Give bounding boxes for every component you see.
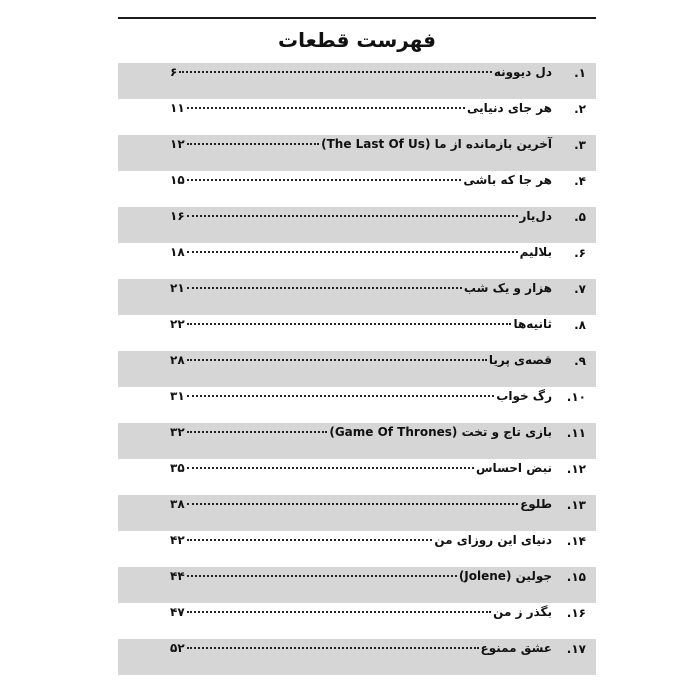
toc-entry[interactable] [118,315,596,351]
entry-page: ۳۸ [170,497,185,511]
dot-leader [187,179,462,181]
dot-leader [187,539,433,541]
toc-entry[interactable] [118,495,596,531]
entry-number: ۱۴. [566,534,586,548]
dot-leader [187,215,518,217]
entry-title: بازی تاج و تخت (Game Of Thrones) [329,425,552,439]
entry-page: ۶ [170,65,178,79]
entry-title: هر جا که باشی [463,173,552,187]
entry-number: ۴. [574,174,586,188]
entry-page: ۱۲ [170,137,185,151]
entry-page: ۲۲ [170,317,185,331]
toc-entry[interactable] [118,99,596,135]
toc-entry[interactable] [118,207,596,243]
toc-entry[interactable] [118,531,596,567]
entry-number: ۳. [574,138,586,152]
toc-entry[interactable] [118,279,596,315]
entry-number: ۱۷. [566,642,586,656]
entry-page: ۴۷ [170,605,185,619]
entry-page: ۳۱ [170,389,185,403]
dot-leader [187,287,462,289]
page-title: فهرست قطعات [277,28,437,52]
toc-entry[interactable] [118,603,596,639]
top-rule [118,17,596,19]
entry-number: ۱۶. [566,606,586,620]
entry-number: ۱۱. [566,426,586,440]
entry-number: ۷. [574,282,586,296]
dot-leader [187,107,465,109]
toc-entry[interactable] [118,387,596,423]
entry-number: ۱۳. [566,498,586,512]
dot-leader [179,71,491,73]
toc-entry[interactable] [118,171,596,207]
entry-title: ثانیه‌ها [513,317,552,331]
dot-leader [187,395,495,397]
entry-title: دل‌یار [519,209,552,223]
toc-entry[interactable] [118,135,596,171]
dot-leader [187,323,512,325]
entry-title: دنیای این روزای من [434,533,552,547]
entry-page: ۳۲ [170,425,185,439]
entry-number: ۹. [574,354,586,368]
entry-title: رگ خواب [496,389,552,403]
entry-number: ۶. [574,246,586,260]
entry-page: ۱۸ [170,245,185,259]
toc-entry[interactable] [118,351,596,387]
entry-title: جولین (Jolene) [458,569,552,583]
entry-number: ۸. [574,318,586,332]
entry-page: ۱۶ [170,209,185,223]
dot-leader [187,359,487,361]
toc-entry[interactable] [118,567,596,603]
entry-number: ۱. [574,66,586,80]
dot-leader [187,611,492,613]
entry-page: ۱۵ [170,173,185,187]
entry-title: بگذر ز من [493,605,552,619]
entry-number: ۵. [574,210,586,224]
entry-page: ۴۴ [170,569,185,583]
entry-title: نبض احساس [476,461,552,475]
dot-leader [187,647,479,649]
entry-number: ۲. [574,102,586,116]
entry-number: ۱۵. [566,570,586,584]
dot-leader [187,143,319,145]
dot-leader [187,575,457,577]
entry-page: ۱۱ [170,101,185,115]
entry-title: عشق ممنوع [480,641,552,655]
dot-leader [187,467,474,469]
entry-page: ۲۱ [170,281,185,295]
entry-page: ۵۲ [170,641,185,655]
dot-leader [187,503,518,505]
toc-entry[interactable] [118,63,596,99]
dot-leader [187,251,518,253]
toc-entry[interactable] [118,423,596,459]
entry-page: ۲۸ [170,353,185,367]
entry-title: هزار و یک شب [463,281,552,295]
entry-page: ۴۲ [170,533,185,547]
entry-number: ۱۲. [566,462,586,476]
toc-entry[interactable] [118,243,596,279]
entry-title: دل دیوونه [493,65,552,79]
dot-leader [187,431,328,433]
entry-title: آخرین بازمانده از ما (The Last Of Us) [321,137,552,151]
entry-title: قصه‌ی پریا [488,353,552,367]
table-of-contents [118,63,596,675]
toc-entry[interactable] [118,639,596,675]
entry-page: ۳۵ [170,461,185,475]
entry-title: هر جای دنیایی [466,101,552,115]
entry-title: بلالیم [519,245,552,259]
toc-entry[interactable] [118,459,596,495]
entry-number: ۱۰. [566,390,586,404]
entry-title: طلوع [520,497,552,511]
